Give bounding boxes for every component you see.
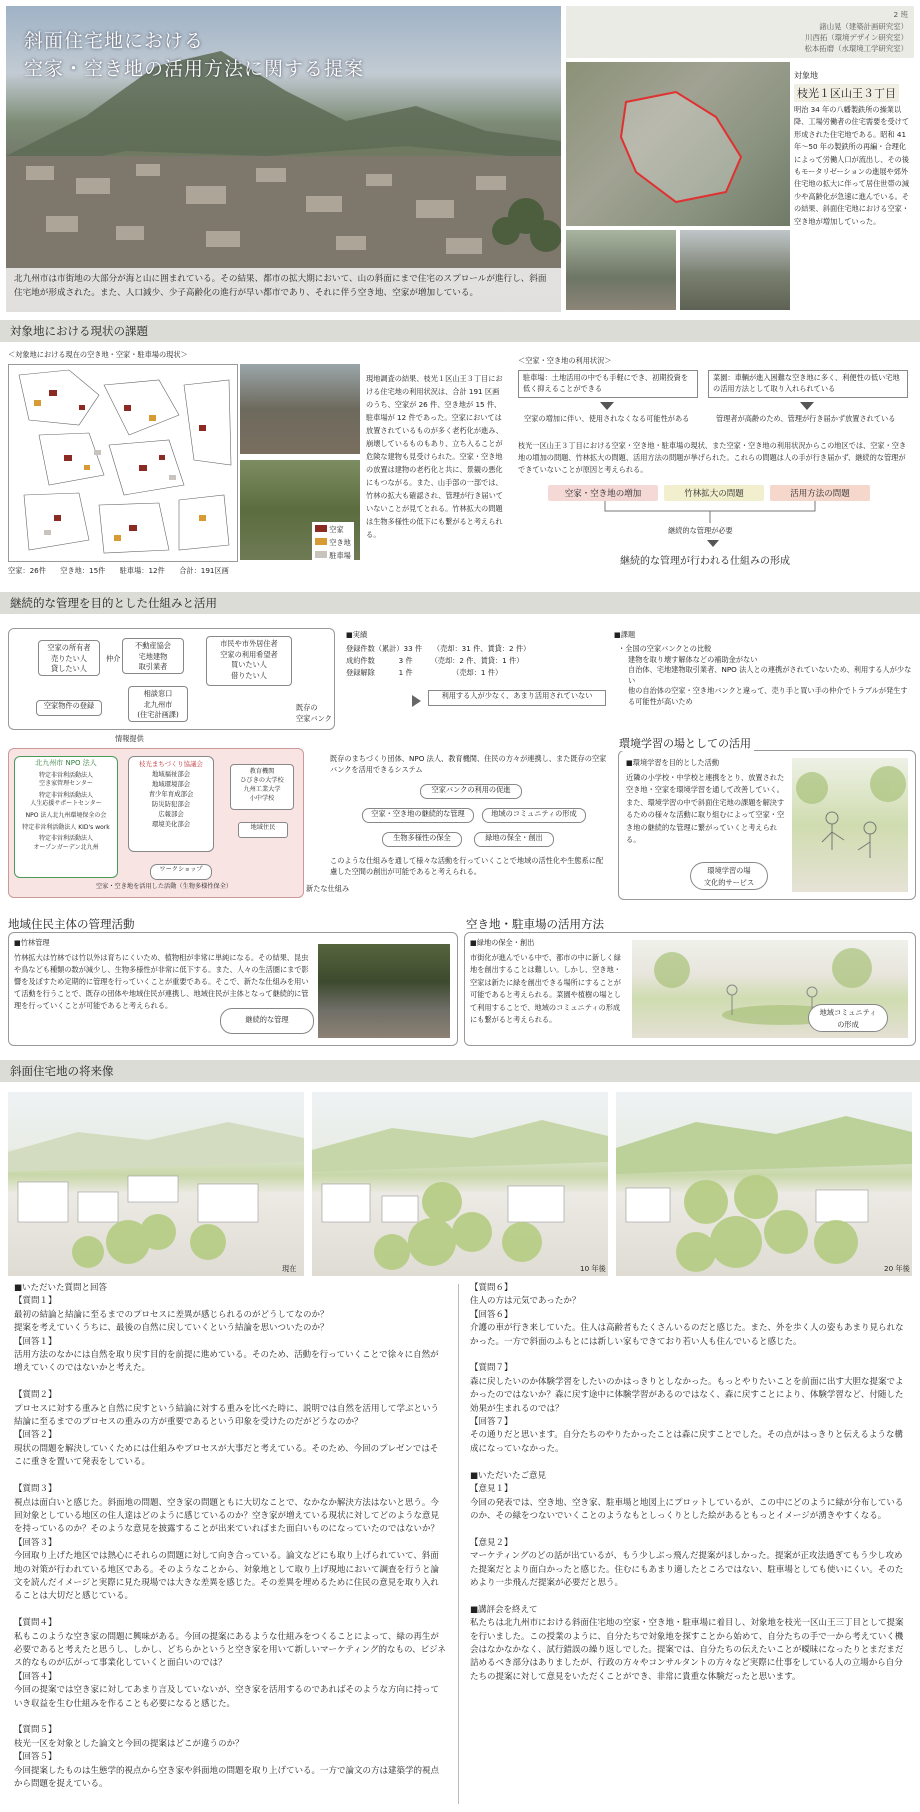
arrow-down-icon [600, 402, 614, 410]
users-title: 市民や市外居住者 [220, 639, 278, 648]
qa-right-column: 【質問６】 住人の方は元気であったか？ 【回答６】 介護の車が行き来していた。住人は高齢者もたくさんいるのだと感じた。また、外を歩く人の姿もあまり見られなかった。一方で斜面のふもとには新しい家もできており若い人も住んでいると感じた。 【質問７】 森に戻したいのか体験学習をしたいのかはっきりとしなかった。もっとやりたいことを前面に出す大胆な提案でよかったのではないか？森に戻す途中に体験学習があるのではなく、森に戻すことにより、体験学習など、付随した効果が生まれるのでは？ 【回答７】 その通りだと思います。自分たちのやりたかったことは森に戻すことでした。その点がはっきりと伝えるような構成になっていなかった。 ■いただいたご意見 【意見１】 今回の発表では、空き地、空き家、駐車場と地図上にプロットしているが、この中にどのように緑が分布しているのか、その緑をつないでいくことのようなもとしっくりとした絵があるともっとイメージが湧きやすくなる。 【意見２】 マーケティングのどの話が出ているが、もう少しぶっ飛んだ提案がほしかった。提案が正攻法過ぎてもう少し攻めた提案だとより面白かったと感じた。住むにもあまり適したところではない、駐車場としても使いにくい。そのためより一歩飛んだ提案が必要だと思う。 ■講評会を終えて 私たちは北九州市における斜面住宅地の空家・空き地・駐車場に着目し、対象地を枝光一区山王三丁目として提案を行いました。この授業のように、自分たちで対象地を探すことから始めて、自分たちの手で一から考えていく機会はなかなかなく、試行錯誤の繰り返しでした。提案では、自分たちの伝えたいことが曖昧になったりとまだまだ詰めるべき部分はありましたが、行政の方々やコンサルタントの方々など実際に仕事をしている人の立場から自分たちの提案に対して意見をいただくことができ、非常に貴重な体験だったと思います。 [470, 1283, 904, 1682]
npo-item: 特定非営利活動法人 KID's work [22, 823, 110, 831]
council-box [128, 756, 214, 852]
issue-tag-increase: 空家・空き地の増加 [548, 485, 658, 501]
conclusion-label: 継続的な管理が行われる仕組みの形成 [620, 556, 790, 567]
issue-list [618, 644, 912, 707]
greenery-heading: ■緑地の保全・創出 [470, 938, 535, 947]
section4-title: 斜面住宅地の将来像 [0, 1060, 920, 1082]
farm-box: 菜園：車輌が進入困難な空き地に多く、利便性の低い宅地の活用方法として取り入れられている [708, 370, 908, 398]
flow-community: 地域のコミュニティの形成 [482, 808, 586, 823]
issue-item: ・全国の空家バンクとの比較 [618, 644, 712, 653]
map-plots [9, 365, 237, 561]
owner-title: 空家の所有者 [47, 643, 91, 652]
greenery-badge: 地域コミュニティ の形成 [808, 1004, 888, 1032]
legend-swatch-parking [315, 551, 327, 558]
resident-box: 地域住民 [238, 822, 288, 838]
env-title: 環境学習の場としての活用 [616, 735, 754, 751]
land-use-map [8, 364, 238, 562]
need-label: 継続的な管理が必要 [668, 526, 733, 535]
column-divider [458, 1284, 459, 1804]
bottom-activity: 空家・空き地を活用した活動（生物多様性保全） [96, 883, 233, 890]
section1-title: 対象地における現状の課題 [0, 320, 920, 342]
flow-biodiversity: 生物多様性の保全 [382, 832, 462, 847]
env-heading: ■環境学習を目的とした活動 [626, 758, 720, 767]
realestate-sub1: 宅地建物 [138, 651, 168, 661]
author-2: 川西拓（環境デザイン研究室） [805, 33, 908, 42]
results-line: 登録件数（累計）33 件 （売却：31 件、賃貸：2 件） [346, 644, 531, 653]
owner-box [38, 640, 100, 676]
future-sketch-20y [616, 1092, 912, 1276]
group-number: 2 班 [893, 10, 908, 19]
children-sketch [792, 758, 908, 892]
issue-tag-usage: 活用方法の問題 [770, 485, 870, 501]
label-10y: 10 年後 [580, 1264, 606, 1273]
vacant-house-photo [240, 364, 360, 454]
bamboo-text: 竹林拡大は竹林では竹以外は育ちにくいため、植物相が非常に単純になる。その結果、昆虫や鳥なども種類の数が減少し、生物多様性が非常に低下する。また、人々の生活圏にまで影響を及ぼすため定期的に管理を行っていくことが重要である。そこで、新たな仕組みを用いて活動を行うことで、既存の団体や地域住民が連携し、地域住民が主体となって継続的に管理を行っていくことが可能であると考えられる。 [14, 953, 309, 1010]
env-badge: 環境学習の場 文化的サービス [690, 862, 768, 890]
edu-item: ひびきの大学校 九州工業大学 [240, 777, 284, 793]
register-box: 空家物件の登録 [36, 700, 102, 716]
legend-vacant-land: 空き地 [329, 538, 351, 547]
issue-item: 建物を取り壊す解体などの補助金がない [628, 654, 758, 664]
results-line: 登録解除 1 件 （売却：1 件） [346, 668, 503, 677]
legend-swatch-vacant-house [315, 525, 327, 532]
council-item: 広報部会 [158, 810, 184, 818]
hero-photo [6, 6, 561, 312]
target-name: 枝光１区山王３丁目 [794, 84, 899, 102]
label-now: 現在 [282, 1264, 297, 1273]
new-system-label: 新たな仕組み [306, 884, 350, 893]
bamboo-badge: 継続的な管理 [220, 1008, 314, 1034]
hero-caption: 北九州市は市街地の大部分が海と山に囲まれている。その結果、都市の拡大期において、山の斜面にまで住宅のスプロールが進行し、斜面住宅地が形成された。また、人口減少、少子高齢化の進行が早い都市であり、それに伴う空き地、空家が増加している。 [6, 268, 561, 312]
qa-left-column: ■いただいた質問と回答 【質問１】 最初の結論と結論に至るまでのプロセスに差異が感じられるのがどうしてなのか？ 提案を考えていくうちに、最後の自然に戻していくという結論を思いついたのか？ 【回答１】 活用方法のなかには自然を取り戻す目的を前提に進めている。そのため、活動を行っていくことで徐々に自然が増えていくのではないかと考えた。 【質問２】 プロセスに対する重みと自然に戻すという結論に対する重みを比べた時に、説明では自然を活用して学ぶという結論に至るまでのプロセスの重みの方が重要であるという印象を受けたのだがどうなのか？ 【回答２】 現状の問題を解決していくためには仕組みやプロセスが大事だと考えている。そのため、今回のプレゼンではそこに重きを置いて発表をしている。 【質問３】 視点は面白いと感じた。斜面地の問題、空き家の問題ともに大切なことで、なかなか解決方法はないと思う。今回対象としている地区の住人達はどのように感じているのか？空き家が増えている現状に対してどのような意見を持っているのか？そのような意見を披露することが出来ていればまた面白いものになっていたのではないか？ 【回答３】 今回取り上げた地区では熱心にそれらの問題に対して向き合っている。論文などにも取り上げられていて、斜面地の対策が行われている地区である。そのようなことから、対象地として取り上げ現地において調査を行うと論文を読んだイメージと実際に見た現場では大きな差異を感じた。その差異を埋めるために住民の意見を取り入れることは大切だと感じている。 【質問４】 私もこのような空き家の問題に興味がある。今回の提案にあるような仕組みをつくることによって、緑の再生が必要であると考えたと思うし、しかし、どちらかというと空き家を用いて新しいマーケティング的なもの、ビジネス的なものが広がって事業化していくと面白いのでは？ 【回答４】 今回の提案では空き家に対してあまり言及していないが、空き家を活用するのであればそのような方向に持っていき収益を生む仕組みを作ることも必要になると感じた。 【質問５】 枝光一区を対象とした論文と今回の提案はどこが違うのか？ 【回答５】 今回提案したものは生態学的視点から空き家や斜面地の問題を取り上げている。一方で論文の方は建築学的視点から問題を捉えている。 [14, 1283, 446, 1790]
usage-heading: ＜空家・空き地の利用状況＞ [518, 356, 612, 365]
legend-vacant-house: 空家 [329, 525, 344, 534]
existing-bank-label: 既存の 空家バンク [296, 703, 332, 723]
council-item: 環境美化部会 [151, 820, 191, 828]
users-sub2: 買いたい人 [231, 660, 267, 669]
author-1: 諸山晃（建築計画研究室） [819, 22, 908, 31]
council-item: 地域環境部会 [151, 780, 191, 788]
city-sketch [8, 1092, 304, 1276]
usage-summary: 枝光一区山王３丁目における空家・空き地・駐車場の現状、また空家・空き地の利用状況からこの地区では、空家・空き地の増加の問題、竹林拡大の問題、活用方法の問題が挙げられた。これらの問題は人の手が行き届かず、継続的な管理ができていないことが原因と考えられる。 [518, 441, 907, 474]
flow-green: 緑地の保全・創出 [474, 832, 554, 847]
arrow-down-icon [707, 540, 719, 547]
arrow-down-icon [800, 402, 814, 410]
farm-note: 管理者が高齢のため、管理が行き届かず放置されている [716, 414, 896, 423]
street-photo-2 [680, 230, 790, 310]
npo-item: 特定非営利活動法人 人生応援サポートセンター [30, 791, 102, 808]
env-sketch [792, 758, 908, 892]
council-title: 枝光まちづくり協議会 [139, 760, 203, 768]
users-sub: 空家の利用希望者 [220, 649, 278, 659]
users-box [206, 636, 292, 686]
bamboo-forest-photo [318, 944, 450, 1038]
parking-note: 空家の増加に伴い、使用されなくなる可能性がある [524, 414, 690, 423]
bamboo-heading: ■竹林管理 [14, 938, 50, 947]
new-system-text: 既存のまちづくり団体、NPO 法人、教育機関、住民の方々が連携し、また既存の空家バンクを活用できるシステム [330, 754, 607, 774]
council-item: 青少年育成部会 [148, 790, 194, 798]
npo-item: 特定非営利活動法人 オープンガーデン北九州 [33, 835, 99, 851]
issue-tag-bamboo: 竹林拡大の問題 [664, 485, 764, 501]
section3-title: 地域住民主体の管理活動 [8, 917, 135, 931]
npo-box [14, 756, 118, 878]
title-line2: 空家・空き地の活用方法に関する提案 [24, 58, 365, 80]
bracket-lines [590, 501, 830, 525]
realestate-title: 不動産協会 [135, 641, 171, 650]
owner-sub1: 売りたい人 [51, 653, 87, 663]
parking-box: 駐車場：土地活用の中でも手軽にでき、初期投資を低く抑えることができる [518, 370, 698, 398]
issue-item: 自治体、宅地建物取引業者、NPO 法人との連携がされていないため、利用する人が少ない [628, 665, 912, 685]
council-item: 防災防犯部会 [151, 800, 191, 808]
city-sketch [616, 1092, 912, 1276]
results-line: 成約件数 3 件 （売却：2 件、賃貸：1 件） [346, 656, 524, 665]
target-outline [566, 62, 790, 226]
map-heading: ＜対象地における現在の空き地・空家・駐車場の現状＞ [8, 350, 188, 359]
city-sketch [312, 1092, 608, 1276]
flow-bank: 空家バンクの利用の促進 [420, 784, 522, 799]
link-label: 情報提供 [115, 734, 144, 743]
section3-right-title: 空き地・駐車場の活用方法 [466, 917, 604, 931]
label-20y: 20 年後 [884, 1264, 910, 1273]
target-label: 対象地 [794, 71, 818, 80]
issue-item: 他の自治体の空家・空き地バンクと違って、売り手と買い手の仲介でトラブルが発生する可能性が高いため [628, 686, 908, 706]
users-sub3: 借りたい人 [231, 670, 267, 680]
issue-heading: ■課題 [614, 630, 636, 639]
survey-text: 現地調査の結果、枝光１区山王３丁目における住宅地の利用状況は、合計 191 区画のうち、空家が 26 件、空き地が 15 件、駐車場が 12 件であった。空家においては放置されているものが多く老朽化が進み、崩壊しているものもあり、立ち入ることが危険な建物も見受けられた。空家・空き地の放置は建物の老朽化と共に、景観の悪化にもつながる。また、山手部の一部では、竹林の拡大も確認され、管理が行き届いていないことが見てとれる。竹林拡大の問題は生物多様性の低下にも繋がると考えられる。 [366, 374, 503, 539]
workshop-box: ワークショップ [150, 864, 212, 880]
title-line1: 斜面住宅地における [24, 30, 205, 52]
owner-sub2: 貸したい人 [51, 664, 87, 673]
results-note: 利用する人が少なく、あまり活用されていない [428, 690, 606, 706]
future-sketch-now [8, 1092, 304, 1276]
plot-counts: 空家：26件 空き地：15件 駐車場：12件 合計：191区画 [8, 566, 229, 575]
future-sketch-10y [312, 1092, 608, 1276]
edu-item: 小中学校 [249, 795, 275, 802]
npo-item: 特定非営利活動法人 空き家管理センター [38, 771, 93, 788]
greenery-text: 市街化が進んでいる中で、都市の中に新しく緑地を創出することは難しい。しかし、空き地・空家は新たに緑を創出できる場所にすることが可能であると考えられる。菜園や植樹の場として利用することで、地域のコミュニティの形成にも繋がると考えられる。 [470, 953, 621, 1025]
realestate-box [122, 638, 184, 674]
legend-parking: 駐車場 [329, 551, 351, 560]
aerial-photo [566, 62, 790, 226]
window-sub2: (住宅計画課) [137, 710, 179, 719]
author-panel [566, 6, 914, 58]
results-heading: ■実績 [346, 630, 368, 639]
flow-management: 空家・空き地の継続的な管理 [362, 808, 474, 823]
window-box [128, 686, 188, 722]
author-3: 松本拓磨（水環境工学研究室） [804, 44, 908, 53]
houses-pattern [6, 156, 561, 276]
street-photo-1 [566, 230, 676, 310]
env-text: 近隣の小学校・中学校と連携をとり、放置された空き地・空家を環境学習を通して改善していく。また、環境学習の中で斜面住宅地の課題を解決するための様々な活動に取り組むによって空家・空き地の継続的な管理に繋がっていくと考えられる。 [626, 773, 785, 845]
council-item: 地域福祉部会 [151, 770, 191, 778]
npo-item: NPO 法人北九州環境保全の会 [25, 811, 107, 819]
realestate-sub2: 取引業者 [138, 662, 168, 671]
edu-box [230, 764, 294, 810]
npo-title: 北九州市 NPO 法人 [35, 759, 97, 767]
legend-swatch-vacant-land [315, 538, 327, 545]
mediate-label: 仲介 [106, 654, 121, 663]
section2-title: 継続的な管理を目的とした仕組みと活用 [0, 592, 920, 614]
new-system-text2: このような仕組みを通して様々な活動を行っていくことで地域の活性化や生態系に配慮した空間の創出が可能であると考えられる。 [330, 856, 604, 876]
map-legend [312, 522, 354, 563]
edu-title: 教育機関 [249, 768, 275, 775]
target-description: 明治 34 年の八幡製鉄所の操業以降、工場労働者の住宅需要を受けて形成された住宅地である。昭和 41 年〜50 年の製鉄所の再編・合理化によって労働人口が流出し、その後もモータリゼーションの進展や郊外住宅地の拡大に伴って居住世帯の減少や高齢化が急速に進んでいる。その結果、斜面住宅地における空家・空き地が増加していった。 [794, 105, 910, 226]
window-sub1: 北九州市 [143, 699, 173, 709]
arrow-right-icon [412, 695, 421, 707]
window-title: 相談窓口 [143, 689, 173, 698]
